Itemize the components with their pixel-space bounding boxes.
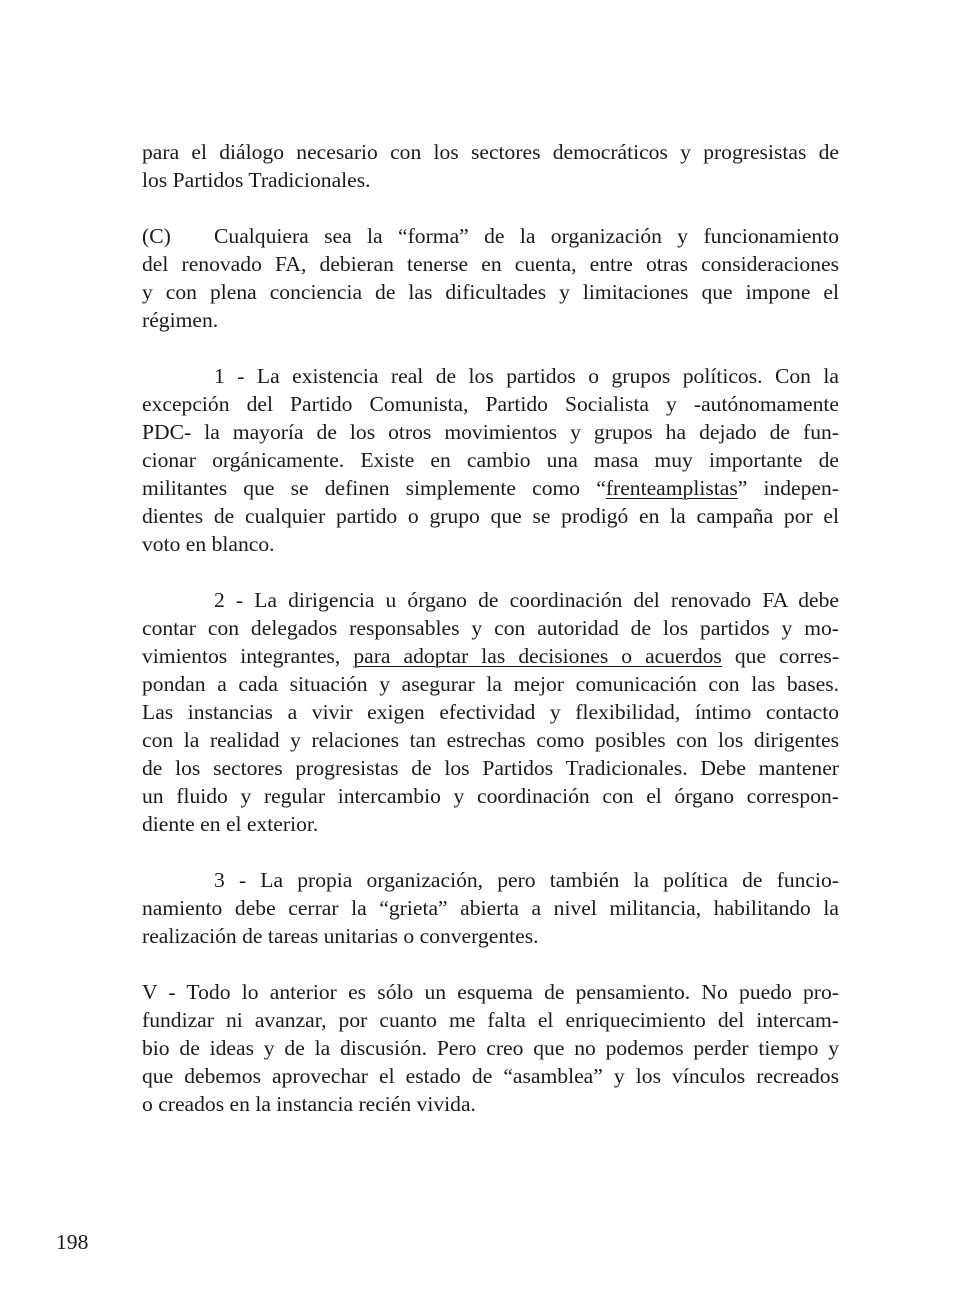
text-line: para el diálogo necesario con los sectores democráticos y progresistas de	[142, 140, 839, 164]
text-line	[142, 474, 839, 502]
text-line: régimen.	[142, 308, 219, 332]
text-line: contar con delegados responsables y con autoridad de los partidos y mo-	[142, 616, 839, 640]
text-line: Las instancias a vivir exigen efectividad y flexibilidad, íntimo contacto	[142, 700, 839, 724]
paragraph-dialogo	[142, 138, 839, 194]
paragraph-section-v	[142, 978, 839, 1118]
text-line	[142, 642, 839, 670]
section-marker: (C)	[142, 224, 171, 248]
text-line: diente en el exterior.	[142, 812, 319, 836]
text-line: fundizar ni avanzar, por cuanto me falta el enriquecimiento del intercam-	[142, 1008, 839, 1032]
text-run: Cualquiera sea la “forma” de la organización y funcionamiento	[214, 224, 839, 248]
text-line: del renovado FA, debieran tenerse en cuenta, entre otras consideraciones	[142, 252, 839, 276]
text-line: con la realidad y relaciones tan estrechas como posibles con los dirigentes	[142, 728, 839, 752]
text-line: los Partidos Tradicionales.	[142, 168, 371, 192]
paragraph-item-1	[142, 362, 839, 558]
page-number: 198	[56, 1230, 89, 1254]
text-line: pondan a cada situación y asegurar la mejor comunicación con las bases.	[142, 672, 839, 696]
text-run: militantes que se definen simplemente como “	[142, 476, 606, 500]
text-run: ” indepen-	[737, 476, 840, 500]
text-line: 3 - La propia organización, pero también la política de funcio-	[214, 868, 839, 892]
text-line: 1 - La existencia real de los partidos o grupos políticos. Con la	[214, 364, 839, 388]
text-line: dientes de cualquier partido o grupo que se prodigó en la campaña por el	[142, 504, 839, 528]
text-line: voto en blanco.	[142, 532, 275, 556]
paragraph-section-c	[142, 222, 839, 334]
text-line: cionar orgánicamente. Existe en cambio una masa muy importante de	[142, 448, 839, 472]
text-run: que corres-	[721, 644, 840, 668]
page-body	[142, 138, 839, 1146]
text-line	[142, 222, 839, 250]
text-line: o creados en la instancia recién vivida.	[142, 1092, 476, 1116]
text-line: que debemos aprovechar el estado de “asamblea” y los vínculos recreados	[142, 1064, 839, 1088]
text-run: vimientos integrantes,	[142, 644, 354, 668]
text-line: de los sectores progresistas de los Partidos Tradicionales. Debe mantener	[142, 756, 839, 780]
text-line: excepción del Partido Comunista, Partido Socialista y -autónomamente	[142, 392, 839, 416]
text-line: 2 - La dirigencia u órgano de coordinación del renovado FA debe	[214, 588, 839, 612]
text-line: namiento debe cerrar la “grieta” abierta a nivel militancia, habilitando la	[142, 896, 839, 920]
paragraph-item-3	[142, 866, 839, 950]
text-line: realización de tareas unitarias o convergentes.	[142, 924, 539, 948]
text-line: V - Todo lo anterior es sólo un esquema de pensamiento. No puedo pro-	[142, 980, 839, 1004]
text-line: un fluido y regular intercambio y coordinación con el órgano correspon-	[142, 784, 839, 808]
paragraph-item-2	[142, 586, 839, 838]
text-line: PDC- la mayoría de los otros movimientos y grupos ha dejado de fun-	[142, 420, 839, 444]
text-line: y con plena conciencia de las dificultades y limitaciones que impone el	[142, 280, 839, 304]
text-line: bio de ideas y de la discusión. Pero creo que no podemos perder tiempo y	[142, 1036, 839, 1060]
underlined-phrase: para adoptar las decisiones o acuerdos	[353, 644, 722, 668]
underlined-term: frenteamplistas	[605, 476, 738, 500]
